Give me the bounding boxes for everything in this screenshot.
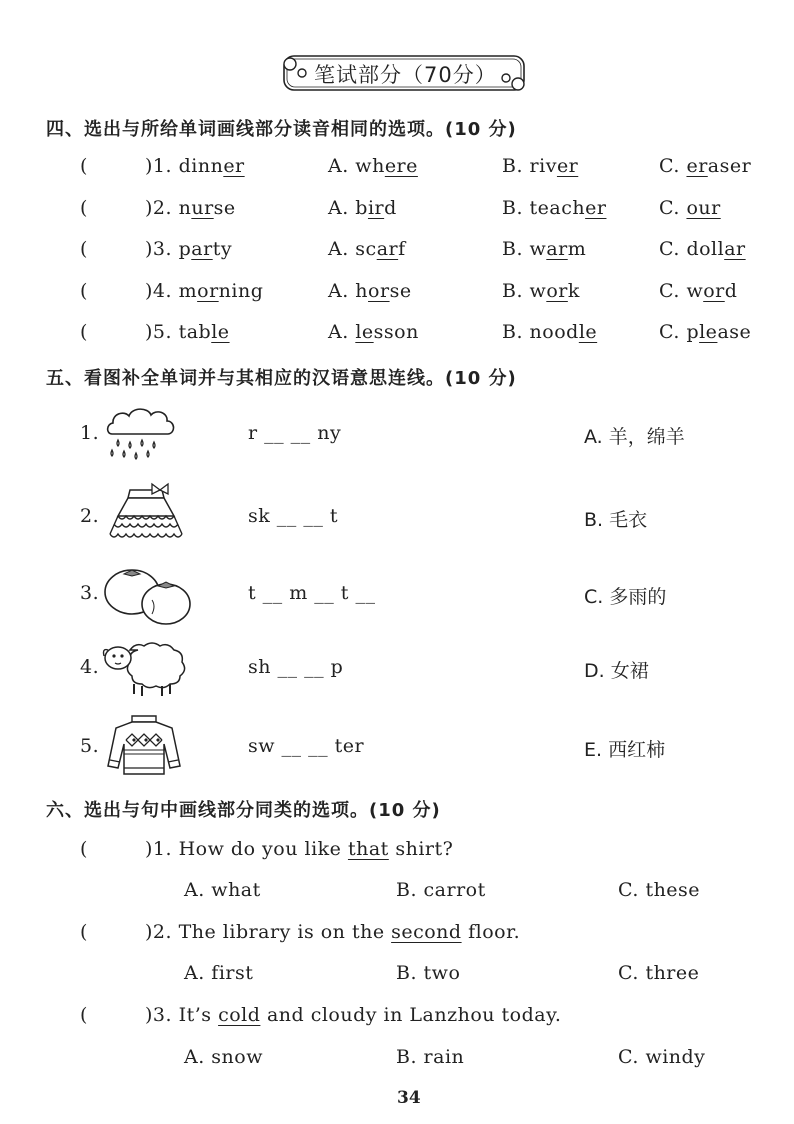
underlined-part: or: [197, 280, 219, 302]
option-b: B. river: [502, 155, 579, 177]
answer-paren-open[interactable]: (: [80, 280, 88, 302]
word-blank[interactable]: r __ __ ny: [248, 422, 342, 444]
underlined-part: er: [223, 155, 245, 177]
sheep-icon: [100, 636, 192, 698]
underlined-part: ar: [191, 238, 213, 260]
chinese-meaning[interactable]: A. 羊，绵羊: [584, 426, 685, 448]
option-a: A. what: [184, 879, 261, 901]
question-stem: )1. dinner: [145, 155, 245, 177]
answer-paren-open[interactable]: (: [80, 921, 88, 943]
option-c: C. please: [659, 321, 752, 343]
section-title-banner: [278, 52, 530, 96]
section6-heading: 六、选出与句中画线部分同类的选项。(10 分): [46, 800, 441, 821]
question-number: )4.: [145, 280, 173, 302]
option-c: C. our: [659, 197, 721, 219]
option-c: C. dollar: [659, 238, 746, 260]
question-sentence: )2. The library is on the second floor.: [145, 921, 521, 943]
underlined-part: ur: [191, 197, 214, 219]
underlined-part: cold: [218, 1004, 261, 1026]
question-number: )2.: [145, 197, 173, 219]
option-b: B. carrot: [396, 879, 486, 901]
rain-cloud-icon: [104, 404, 178, 466]
question-number: )3.: [145, 238, 173, 260]
option-a: A. first: [184, 962, 254, 984]
option-b: B. warm: [502, 238, 587, 260]
question-number: )1.: [145, 838, 173, 860]
option-a: A. scarf: [328, 238, 406, 260]
sweater-icon: [104, 710, 184, 780]
answer-paren-open[interactable]: (: [80, 838, 88, 860]
item-number: 3.: [80, 582, 100, 604]
option-c: C. windy: [618, 1046, 706, 1068]
question-stem: )4. morning: [145, 280, 264, 302]
item-number: 1.: [80, 422, 100, 444]
option-b: B. teacher: [502, 197, 607, 219]
option-c: C. these: [618, 879, 701, 901]
chinese-meaning[interactable]: B. 毛衣: [584, 509, 648, 531]
question-stem: )2. nurse: [145, 197, 236, 219]
section4-heading: 四、选出与所给单词画线部分读音相同的选项。(10 分): [46, 119, 517, 140]
word-blank[interactable]: sh __ __ p: [248, 656, 344, 678]
answer-paren-open[interactable]: (: [80, 321, 88, 343]
option-a: A. bird: [328, 197, 397, 219]
answer-paren-open[interactable]: (: [80, 197, 88, 219]
option-c: C. eraser: [659, 155, 752, 177]
option-c: C. word: [659, 280, 738, 302]
option-b: B. noodle: [502, 321, 598, 343]
option-b: B. two: [396, 962, 461, 984]
underlined-part: that: [347, 838, 389, 860]
chinese-meaning[interactable]: C. 多雨的: [584, 586, 667, 608]
option-c: C. three: [618, 962, 700, 984]
answer-paren-open[interactable]: (: [80, 155, 88, 177]
question-sentence: )1. How do you like that shirt?: [145, 838, 454, 860]
underlined-part: second: [391, 921, 462, 943]
page-title: 笔试部分（70分）: [314, 63, 497, 87]
question-number: )1.: [145, 155, 173, 177]
chinese-meaning[interactable]: E. 西红柿: [584, 739, 666, 761]
option-a: A. where: [328, 155, 418, 177]
item-number: 2.: [80, 505, 100, 527]
option-a: A. snow: [184, 1046, 263, 1068]
answer-paren-open[interactable]: (: [80, 1004, 88, 1026]
chinese-meaning[interactable]: D. 女裙: [584, 660, 649, 682]
section5-heading: 五、看图补全单词并与其相应的汉语意思连线。(10 分): [46, 368, 517, 389]
question-number: )2.: [145, 921, 173, 943]
word-blank[interactable]: t __ m __ t __: [248, 582, 376, 604]
tomato-icon: [102, 564, 194, 628]
question-number: )5.: [145, 321, 173, 343]
page-number: 34: [397, 1088, 421, 1108]
option-b: B. work: [502, 280, 580, 302]
option-b: B. rain: [396, 1046, 465, 1068]
option-a: A. lesson: [328, 321, 419, 343]
word-blank[interactable]: sk __ __ t: [248, 505, 339, 527]
question-stem: )5. table: [145, 321, 230, 343]
question-sentence: )3. It’s cold and cloudy in Lanzhou today.: [145, 1004, 562, 1026]
skirt-icon: [102, 480, 192, 552]
question-stem: )3. party: [145, 238, 233, 260]
word-blank[interactable]: sw __ __ ter: [248, 735, 365, 757]
item-number: 4.: [80, 656, 100, 678]
option-a: A. horse: [328, 280, 412, 302]
answer-paren-open[interactable]: (: [80, 238, 88, 260]
question-number: )3.: [145, 1004, 173, 1026]
item-number: 5.: [80, 735, 100, 757]
underlined-part: le: [211, 321, 230, 343]
